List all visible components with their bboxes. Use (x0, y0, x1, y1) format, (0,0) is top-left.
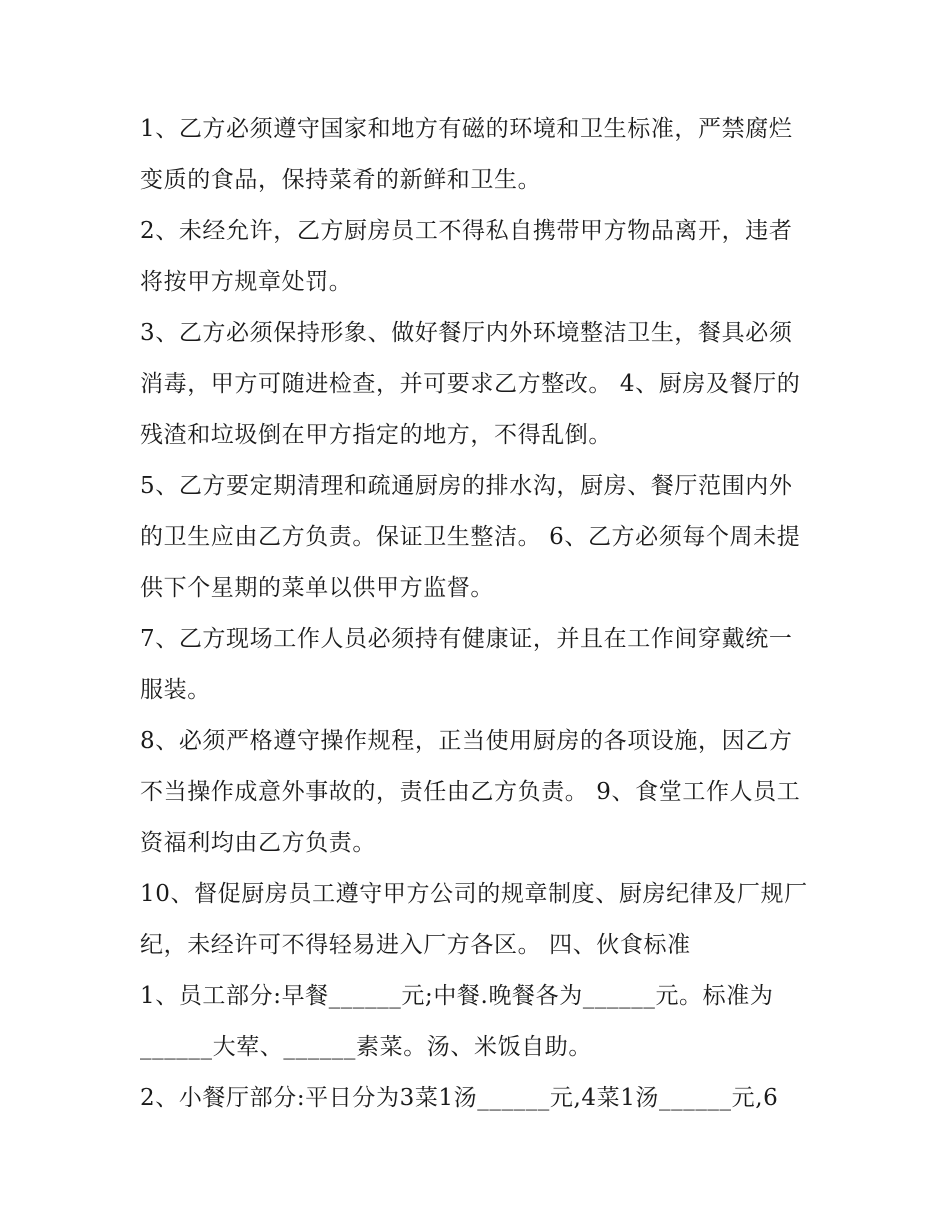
document-page (140, 104, 812, 1124)
paragraph-image-and-waste: 3、乙方必须保持形象、做好餐厅内外环境整洁卫生，餐具必须消毒，甲方可随进检查，并可要求乙方整改。 4、厨房及餐厅的残渣和垃圾倒在甲方指定的地方，不得乱倒。 (140, 320, 801, 448)
paragraph-no-removing-items: 2、未经允许，乙方厨房员工不得私自携带甲方物品离开，违者将按甲方规章处罚。 (140, 218, 793, 295)
paragraph-staff-meal-standard: 1、员工部分:早餐______元;中餐.晚餐各为______元。标准为______大荤、______素菜。汤、米饭自助。 (140, 983, 774, 1060)
paragraph-health-certificate: 7、乙方现场工作人员必须持有健康证，并且在工作间穿戴统一服装。 (140, 626, 793, 703)
paragraph-small-dining-standard: 2、小餐厅部分:平日分为3菜1汤______元,4菜1汤______元,6 (140, 1085, 779, 1111)
paragraph-drains-and-menu: 5、乙方要定期清理和疏通厨房的排水沟，厨房、餐厅范围内外的卫生应由乙方负责。保证卫生整洁。 6、乙方必须每个周未提供下个星期的菜单以供甲方监督。 (140, 473, 801, 601)
paragraph-operating-rules: 8、必须严格遵守操作规程，正当使用厨房的各项设施，因乙方不当操作成意外事故的，责任由乙方负责。 9、食堂工作人员工资福利均由乙方负责。 (140, 728, 801, 856)
paragraph-company-rules: 10、督促厨房员工遵守甲方公司的规章制度、厨房纪律及厂规厂纪，未经许可不得轻易进入厂方各区。 四、伙食标准 (140, 881, 808, 958)
paragraph-hygiene-standards: 1、乙方必须遵守国家和地方有磁的环境和卫生标准，严禁腐烂变质的食品，保持菜肴的新鲜和卫生。 (140, 116, 793, 193)
